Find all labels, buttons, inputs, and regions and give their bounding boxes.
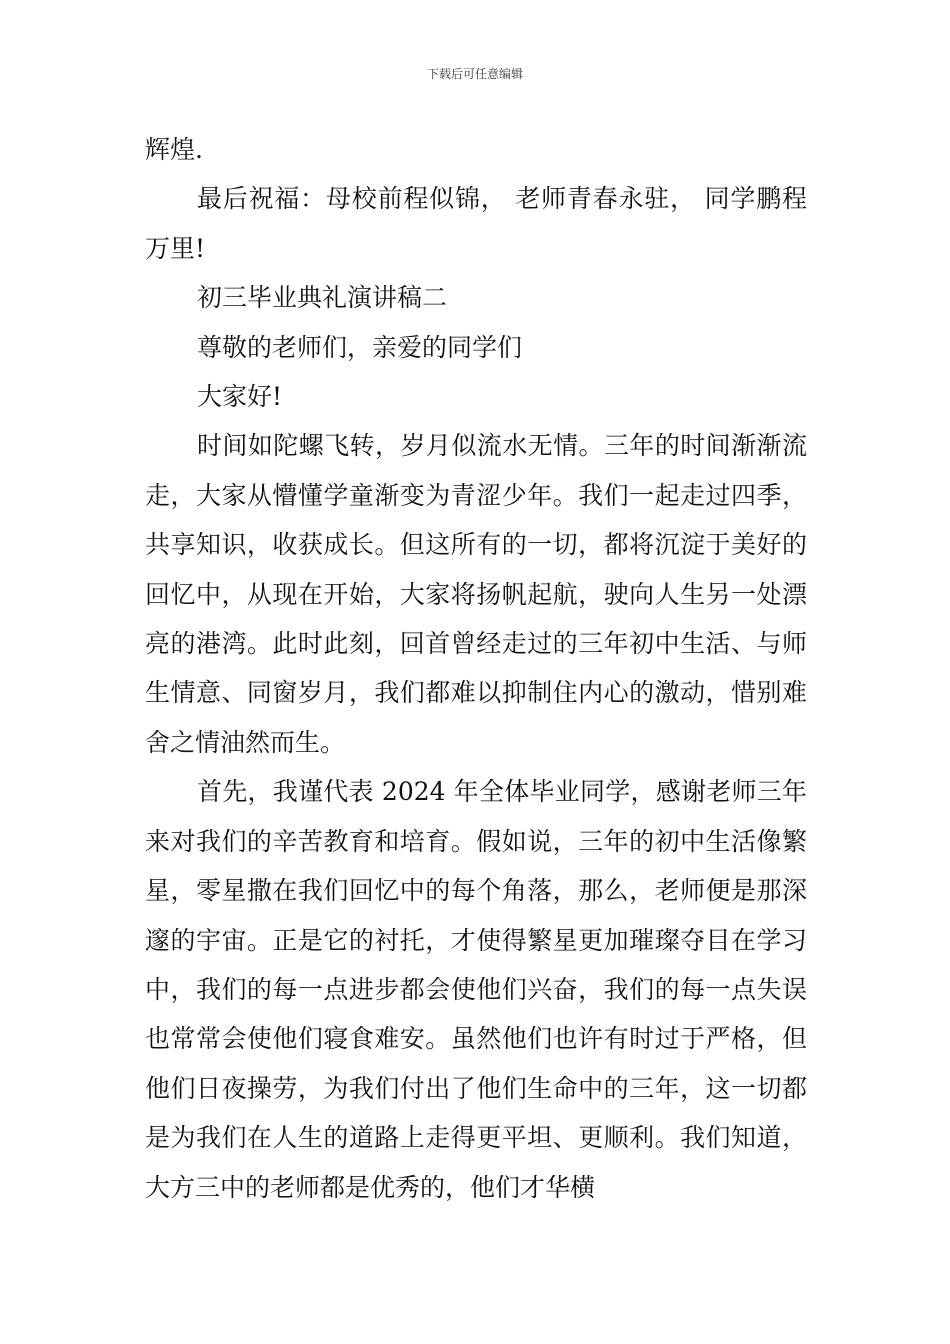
greeting: 大家好!	[197, 382, 283, 412]
salutation: 尊敬的老师们，亲爱的同学们	[197, 332, 523, 362]
paragraph-continuation: 辉煌.	[145, 135, 203, 164]
page-header-note: 下载后可任意编辑	[426, 67, 523, 81]
speech-title: 初三毕业典礼演讲稿二	[197, 283, 448, 313]
paragraph-closing-wishes: 最后祝福：母校前程似锦， 老师青春永驻， 同学鹏程万里!	[145, 184, 807, 263]
paragraph-thanks-teachers: 首先，我谨代表 2024 年全体毕业同学，感谢老师三年来对我们的辛苦教育和培育。假如说，三年的初中生活像繁星，零星撒在我们回忆中的每个角落，那么，老师便是那深邃的宇宙。正是它的衬托，才使得繁星更加璀璨夺目在学习中，我们的每一点进步都会使他们兴奋，我们的每一点失误也常常会使他们寝食难安。虽然他们也许有时过于严格，但他们日夜操劳，为我们付出了他们生命中的三年，这一切都是为我们在人生的道路上走得更平坦、更顺利。我们知道，大方三中的老师都是优秀的，他们才华横	[145, 777, 807, 1202]
paragraph-time-passing: 时间如陀螺飞转，岁月似流水无情。三年的时间渐渐流走，大家从懵懂学童渐变为青涩少年。我们一起走过四季，共享知识，收获成长。但这所有的一切，都将沉淀于美好的回忆中，从现在开始，大家将扬帆起航，驶向人生另一处漂亮的港湾。此时此刻，回首曾经走过的三年初中生活、与师生情意、同窗岁月，我们都难以抑制住内心的激动，惜别难舍之情油然而生。	[145, 431, 807, 757]
document-body	[145, 125, 807, 1212]
